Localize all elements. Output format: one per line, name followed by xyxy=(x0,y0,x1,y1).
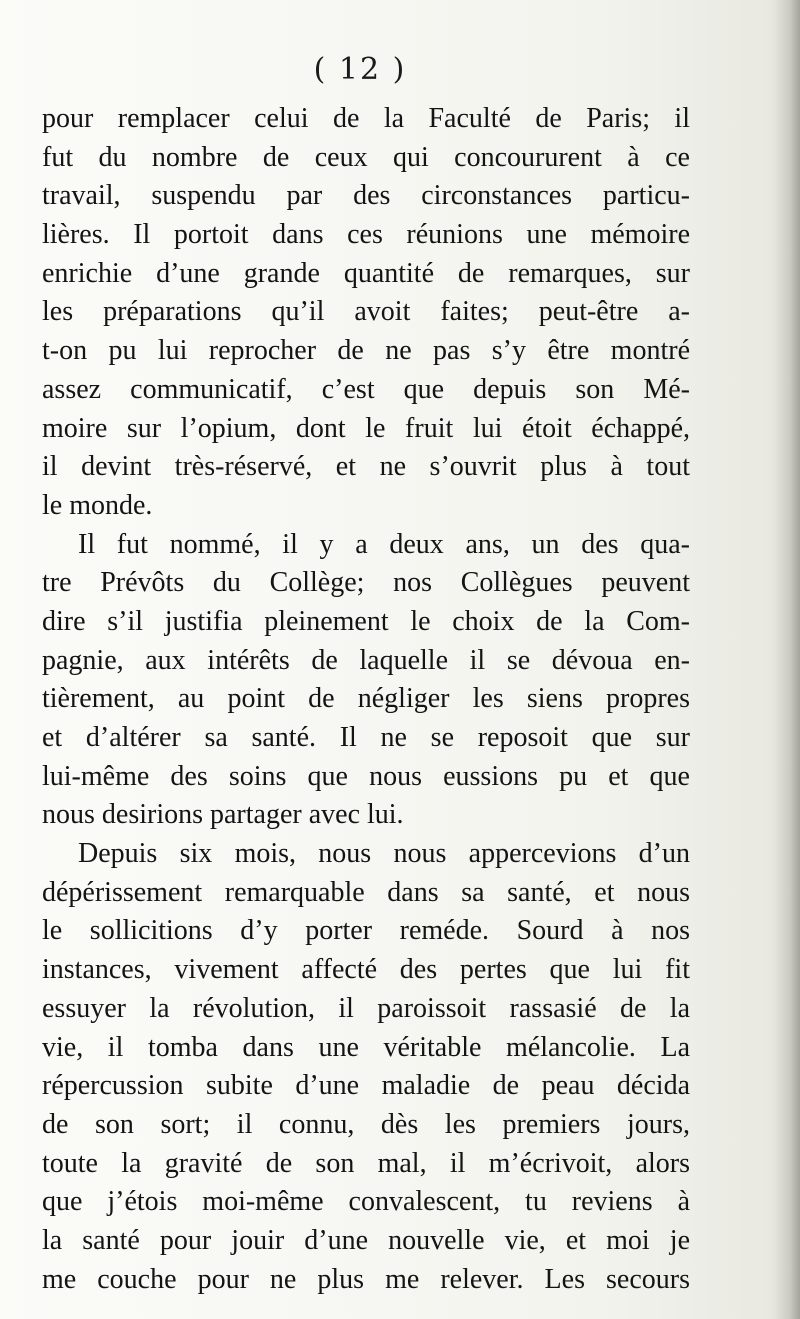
text-line: Depuis six mois, nous nous appercevions d’un xyxy=(78,838,690,870)
text-line: le monde. xyxy=(42,489,153,521)
text-line: fut du nombre de ceux qui concoururent à ce xyxy=(42,141,690,173)
text-line: les préparations qu’il avoit faites; peut-être a- xyxy=(42,296,690,328)
page-edge-shadow xyxy=(774,0,800,1319)
body-text xyxy=(42,100,690,1299)
text-line: me couche pour ne plus me relever. Les secours xyxy=(42,1263,690,1295)
text-line: enrichie d’une grande quantité de remarques, sur xyxy=(42,257,690,289)
text-line: pagnie, aux intérêts de laquelle il se dévoua en- xyxy=(42,644,690,676)
text-line: vie, il tomba dans une véritable mélancolie. La xyxy=(42,1031,690,1063)
text-line: Il fut nommé, il y a deux ans, un des qua- xyxy=(78,528,690,560)
text-line: dépérissement remarquable dans sa santé, et nous xyxy=(42,876,690,908)
text-line: instances, vivement affecté des pertes que lui fit xyxy=(42,954,690,986)
text-line: dire s’il justifia pleinement le choix de la Com- xyxy=(42,605,690,637)
text-line: t-on pu lui reprocher de ne pas s’y être montré xyxy=(42,335,690,367)
text-line: assez communicatif, c’est que depuis son Mé- xyxy=(42,373,690,405)
text-line: que j’étois moi-même convalescent, tu reviens à xyxy=(42,1186,690,1218)
text-line: répercussion subite d’une maladie de peau décida xyxy=(42,1070,690,1102)
text-line: pour remplacer celui de la Faculté de Paris; il xyxy=(42,103,690,134)
page-number: ( 12 ) xyxy=(313,52,407,87)
text-line: de son sort; il connu, dès les premiers jours, xyxy=(42,1108,690,1140)
text-line: nous desirions partager avec lui. xyxy=(42,799,404,831)
text-line: et d’altérer sa santé. Il ne se reposoit que sur xyxy=(42,722,690,753)
text-line: il devint très-réservé, et ne s’ouvrit plus à tout xyxy=(42,451,690,483)
text-line: la santé pour jouir d’une nouvelle vie, et moi je xyxy=(42,1224,690,1256)
text-line: lui-même des soins que nous eussions pu et que xyxy=(42,760,690,792)
text-line: essuyer la révolution, il paroissoit rassasié de la xyxy=(42,992,690,1024)
text-line: tre Prévôts du Collège; nos Collègues peuvent xyxy=(42,567,690,599)
text-line: toute la gravité de son mal, il m’écrivoit, alors xyxy=(42,1147,690,1179)
text-line: tièrement, au point de négliger les siens propres xyxy=(42,683,690,715)
text-line: le sollicitions d’y porter reméde. Sourd à nos xyxy=(42,915,690,947)
text-line: lières. Il portoit dans ces réunions une mémoire xyxy=(42,219,690,251)
text-line: moire sur l’opium, dont le fruit lui étoit échappé, xyxy=(42,412,690,444)
text-line: travail, suspendu par des circonstances particu- xyxy=(42,180,690,212)
